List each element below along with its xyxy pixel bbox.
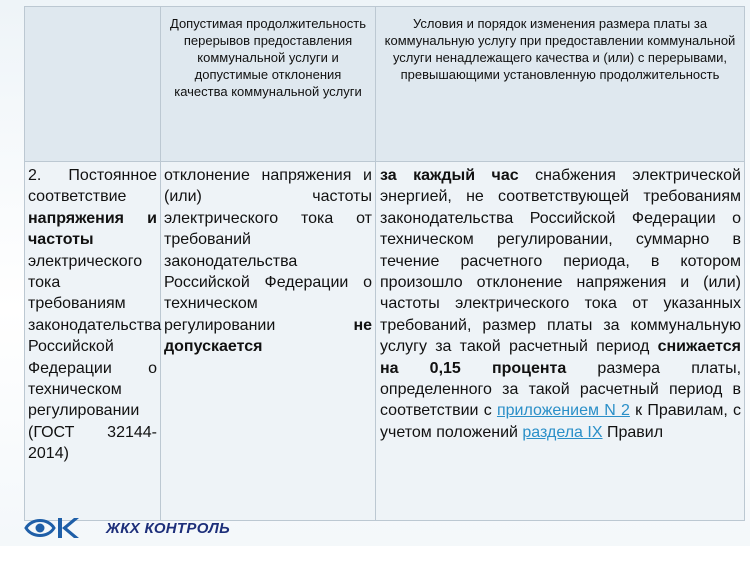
payment-text-3: к Правилам, с учетом положений (380, 402, 742, 441)
cell-payment-change (376, 162, 745, 521)
cell-requirement (25, 162, 161, 521)
deviation-bold: не допускается (164, 316, 372, 356)
footer-bar (0, 546, 750, 561)
brand-name: ЖКХ КОНТРОЛЬ (106, 519, 230, 537)
table-row (25, 162, 745, 521)
deviation-text: отклонение напряжения и (или) частоты электрического тока от требований законодательства Российской Федерации о техническом регулировании (164, 167, 372, 334)
eye-logo-icon (24, 515, 90, 541)
cell-allowed-deviation (161, 162, 376, 521)
header-cell-allowed-deviation: Допустимая продолжительность перерывов предоставления коммунальной услуги и допустимые отклонения качества коммунальной услуги (161, 7, 376, 162)
header-cell-number (25, 7, 161, 162)
payment-bold-reduction: снижается на 0,15 процента (380, 338, 741, 377)
footer-branding (24, 513, 230, 543)
table-header-row (25, 7, 745, 162)
section-ix-link[interactable]: раздела IX (522, 423, 603, 441)
header-cell-payment-conditions: Условия и порядок изменения размера платы за коммунальную услугу при предоставлении коммунальной услуги ненадлежащего качества и (или) с перерывами, превышающими установленную продолжительность (376, 7, 745, 162)
appendix-2-link[interactable]: приложением N 2 (496, 402, 630, 420)
requirement-bold: напряжения и частоты (28, 209, 157, 249)
payment-bold-hour: за каждый час (380, 167, 519, 184)
payment-text-4: Правил (602, 423, 664, 441)
requirement-text-rest: электрического тока требованиям законодательства Российской Федерации о техническом регулировании (ГОСТ 32144-2014) (28, 252, 162, 463)
payment-text-1: снабжения электрической энергией, не соответствующей требованиям законодательства Российской Федерации о техническом регулировании, суммарно в течение расчетного периода, в котором произошло отклонение напряжения и (или) частоты электрического тока от указанных требований, размер платы за коммунальную услугу за такой расчетный период (380, 167, 741, 356)
payment-text-2: размера платы, определенного за такой расчетный период в соответствии с (380, 359, 742, 420)
requirement-text: 2. Постоянное соответствие (28, 167, 157, 206)
regulation-table (24, 6, 745, 521)
